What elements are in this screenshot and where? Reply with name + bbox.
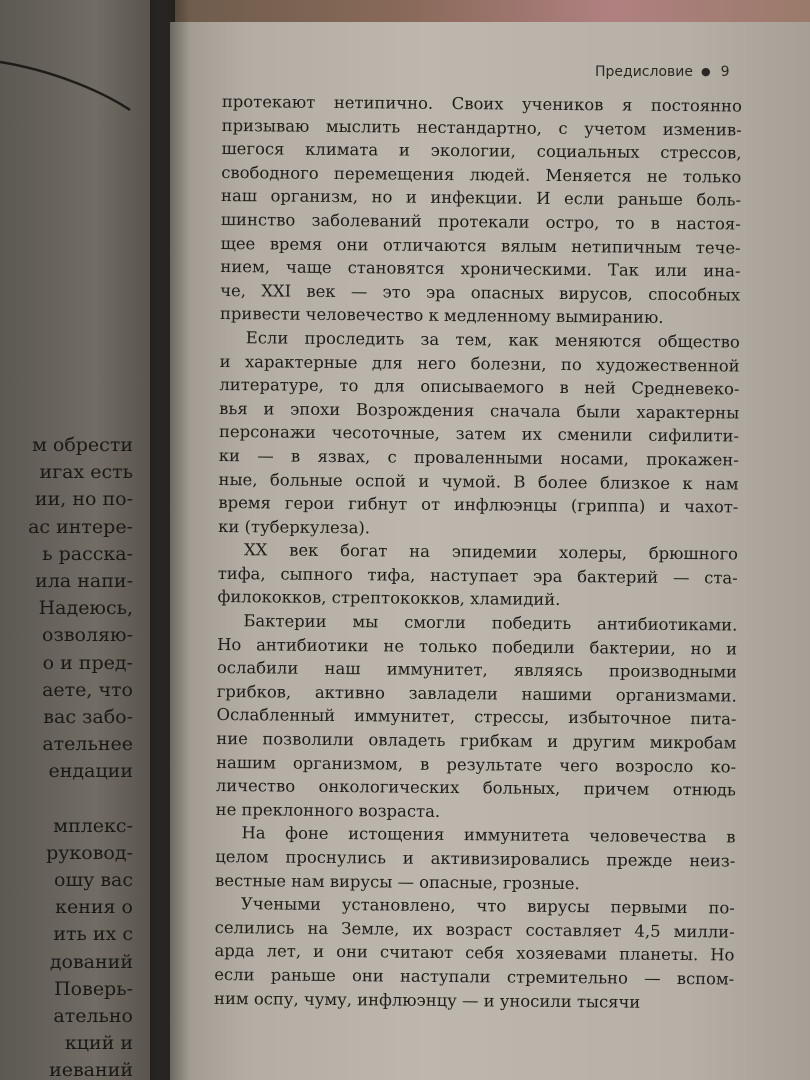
left-page-line: Поверь-	[54, 977, 133, 1000]
left-page-line: кций и	[64, 1032, 133, 1055]
paragraph	[218, 326, 740, 543]
text-line: время герои гибнут от инфлюэнцы (гриппа) и чахот-	[218, 493, 739, 517]
left-page-line: иеваний	[49, 1059, 133, 1080]
left-page-line: мплекс-	[53, 814, 133, 837]
text-line: ним оспу, чуму, инфлюэнцу — и уносили тысячи	[213, 988, 641, 1012]
text-line: персонажи чесоточные, затем их сменили сифилити-	[218, 422, 740, 446]
text-line: Ослабленный иммунитет, стрессы, избыточное пита-	[216, 705, 737, 729]
text-line: филококков, стрептококков, хламидий.	[217, 587, 561, 610]
paragraph	[215, 821, 736, 896]
text-line: грибков, активно завладели нашими организмами.	[216, 681, 737, 706]
text-line: ки — в язвах, с провaленными носами, прокажен-	[218, 445, 739, 470]
text-line: шинство заболеваний протекали остро, то в настоя-	[220, 209, 741, 234]
page-number: 9	[720, 64, 730, 80]
text-line: щее время они отличаются вялым нетипичным тече-	[220, 233, 741, 258]
running-head	[595, 64, 745, 80]
text-line: не преклонного возраста.	[215, 799, 441, 821]
left-page-line: кения о	[55, 896, 133, 919]
running-head-section: Предисловие	[595, 64, 693, 80]
left-page-line: ии, но по-	[34, 488, 133, 511]
left-page-decorative-curve	[0, 40, 175, 120]
text-line: XX век богат на эпидемии холеры, брюшного	[243, 540, 739, 564]
text-line: Бактерии мы смогли победить антибиотиками.	[243, 611, 738, 635]
left-page-line: игах есть	[39, 461, 133, 484]
left-page-line: Надеюсь,	[38, 597, 133, 620]
text-line: личество онкологических больных, причем отнюдь	[215, 776, 736, 800]
left-page-line: ендации	[48, 760, 133, 783]
left-page-line: озволяю-	[42, 624, 133, 647]
text-line: наш организм, но и инфекции. И если раньше боль-	[220, 186, 742, 210]
text-line: На фоне истощения иммунитета человечества в	[241, 823, 736, 847]
text-line: призываю мыслить нестандартно, с учетом изменив-	[221, 115, 742, 140]
paragraph	[220, 90, 742, 330]
body-text	[214, 90, 742, 1015]
text-line: и характерные для него болезни, по художественной	[219, 351, 740, 376]
text-line: ослабили наш иммунитет, являясь производными	[216, 658, 738, 682]
text-line: Если проследить за тем, как меняются общество	[245, 328, 740, 352]
text-line: нашим организмом, в результате чего возросло ко-	[216, 752, 737, 777]
left-page-line: дований	[49, 950, 133, 973]
text-line: ные, больные оспой и чумой. В более близкое к нам	[218, 469, 739, 494]
left-page-line: ь расска-	[42, 542, 133, 565]
text-line: тифа, сыпного тифа, наступает эра бактерий — ста-	[217, 563, 738, 588]
left-page	[0, 0, 175, 1080]
bullet-icon: ●	[700, 65, 711, 78]
left-page-line: ить их с	[53, 923, 133, 946]
left-page-line: ила напи-	[35, 570, 133, 593]
text-line: протекают нетипично. Своих учеников я постоянно	[221, 91, 742, 116]
text-line: селились на Земле, их возраст составляет 4,5 милли-	[214, 917, 735, 942]
book-spine-shadow	[150, 0, 190, 1080]
text-line: нием, чаще становятся хроническими. Так или ина-	[220, 257, 741, 281]
text-line: свободного перемещения людей. Меняется не только	[221, 162, 742, 187]
text-line: ние позволили овладеть грибкам и другим микробам	[216, 729, 737, 753]
paragraph	[216, 609, 738, 826]
text-line: че, XXI век — это эра опасных вирусов, способных	[220, 280, 741, 305]
left-page-line	[0, 786, 133, 813]
text-line: арда лет, и они считают себя хозяевами планеты. Но	[214, 941, 735, 965]
text-line: целом проснулись и активизировались прежде неиз-	[215, 846, 736, 871]
left-page-line: аете, что	[42, 678, 133, 701]
text-line: ки (туберкулеза).	[218, 516, 371, 537]
text-line: вья и эпохи Возрождения сначала были характерны	[219, 398, 740, 423]
paragraph	[217, 538, 738, 613]
left-page-line: о и пред-	[42, 651, 133, 674]
left-page-line: руковод-	[46, 841, 133, 864]
text-line: шегося климата и экологии, социальных стрессов,	[221, 139, 742, 163]
left-page-text	[0, 432, 133, 1080]
left-page-line: вас забо-	[43, 706, 133, 729]
text-line: если раньше они наступали стремительно — вспом-	[214, 964, 735, 989]
left-page-line: ательнее	[42, 733, 133, 756]
text-line: литературе, то для описываемого в ней Средневеко-	[219, 375, 740, 399]
left-page-line: ошу вас	[54, 869, 133, 892]
text-line: привести человечество к медленному вымиранию.	[219, 304, 664, 328]
paragraph	[214, 892, 735, 1015]
text-line: Учеными установлено, что вирусы первыми по-	[240, 894, 735, 918]
left-page-line: ас интере-	[28, 515, 133, 538]
left-page-line: м обрести	[32, 434, 133, 456]
text-line: вестные нам вирусы — опасные, грозные.	[215, 870, 580, 893]
left-page-line: ательно	[53, 1005, 133, 1028]
text-line: Но антибиотики не только победили бактерии, но и	[217, 634, 738, 659]
